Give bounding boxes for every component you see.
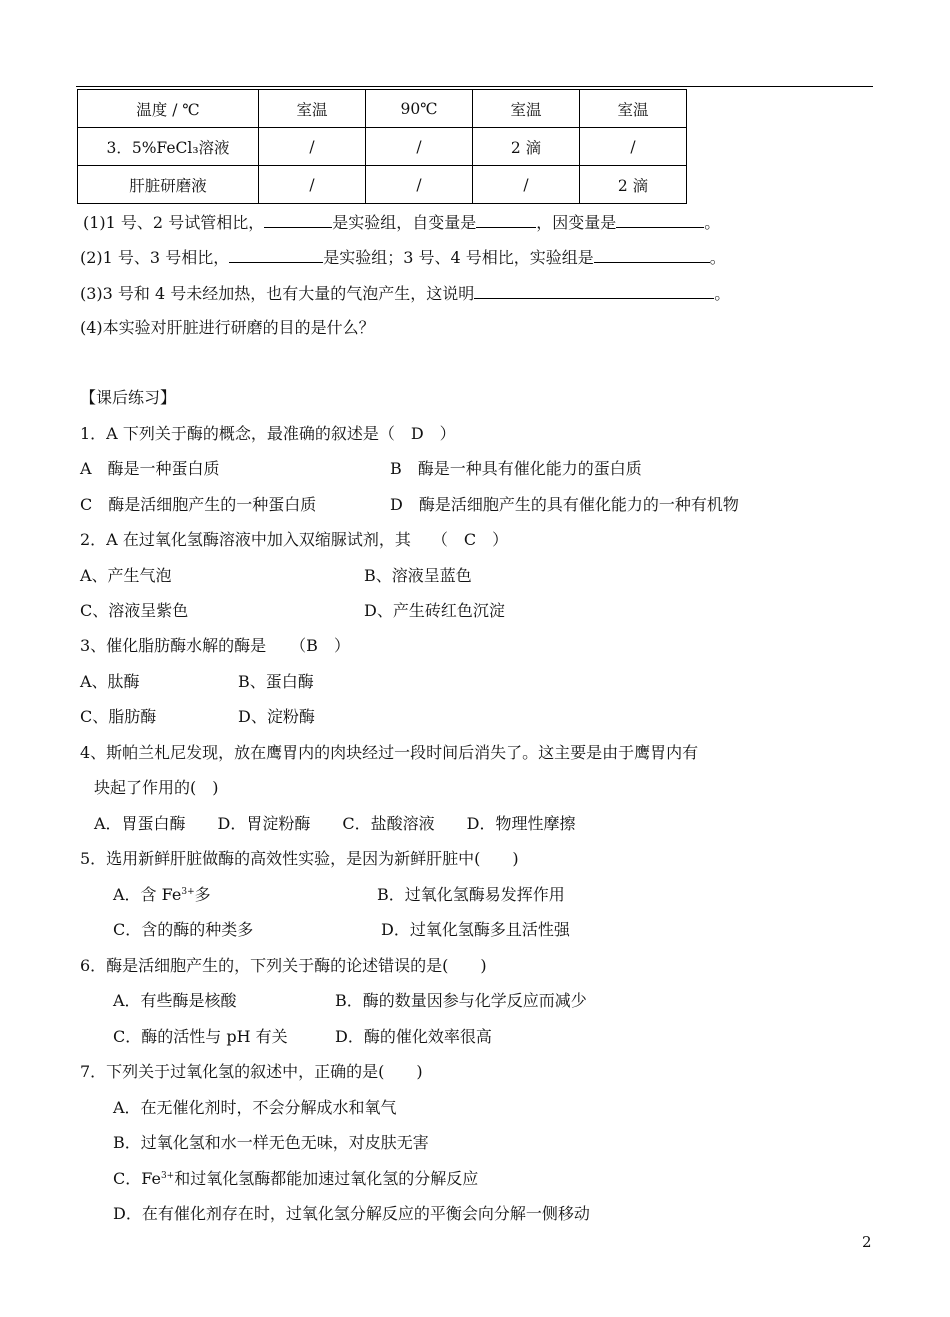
table-cell: 肝脏研磨液 xyxy=(78,166,259,204)
question-text: 。 xyxy=(714,284,731,303)
practice-6-option-b: B．酶的数量因参与化学反应而减少 xyxy=(335,991,587,1010)
practice-4-options: A．胃蛋白酶 D．胃淀粉酶 C．盐酸溶液 D．物理性摩擦 xyxy=(94,814,576,833)
table-row xyxy=(78,166,687,204)
question-text: ，因变量是 xyxy=(536,213,617,232)
option-text: A．含 Fe xyxy=(113,885,182,904)
table-cell: / xyxy=(580,128,687,166)
table-cell: 90℃ xyxy=(366,90,473,128)
practice-3-stem: 3、催化脂肪酶水解的酶是 （B ） xyxy=(80,636,350,655)
top-rule xyxy=(76,86,873,87)
practice-2-option-b: B、溶液呈蓝色 xyxy=(364,566,472,585)
answer-blank[interactable] xyxy=(616,211,704,228)
practice-7-stem: 7．下列关于过氧化氢的叙述中，正确的是( ) xyxy=(80,1062,423,1081)
question-3 xyxy=(80,282,730,305)
table-cell: 室温 xyxy=(580,90,687,128)
table-cell: 2 滴 xyxy=(580,166,687,204)
practice-1-option-a: A 酶是一种蛋白质 xyxy=(80,459,220,478)
table-row xyxy=(78,128,687,166)
question-text: (1)1 号、2 号试管相比， xyxy=(83,213,265,232)
table-cell: 室温 xyxy=(259,90,366,128)
practice-7-option-b: B．过氧化氢和水一样无色无味，对皮肤无害 xyxy=(113,1133,429,1152)
question-text: (2)1 号、3 号相比， xyxy=(80,248,230,267)
answer-blank[interactable] xyxy=(229,246,323,263)
practice-4-stem: 4、斯帕兰札尼发现，放在鹰胃内的肉块经过一段时间后消失了。这主要是由于鹰胃内有 xyxy=(80,743,699,762)
practice-7-option-d: D．在有催化剂存在时，过氧化氢分解反应的平衡会向分解一侧移动 xyxy=(113,1204,590,1223)
practice-1-stem: 1．A 下列关于酶的概念，最准确的叙述是（ D ） xyxy=(80,424,456,443)
table-cell: 室温 xyxy=(473,90,580,128)
superscript: 3+ xyxy=(160,1171,175,1181)
practice-6-option-d: D．酶的催化效率很高 xyxy=(335,1027,492,1046)
practice-2-option-c: C、溶液呈紫色 xyxy=(80,601,189,620)
option-text: 多 xyxy=(194,885,211,904)
table-cell: / xyxy=(259,128,366,166)
table-cell: 温度 / ℃ xyxy=(78,90,259,128)
practice-5-option-c: C．含的酶的种类多 xyxy=(113,920,254,939)
practice-7-option-c xyxy=(113,1168,478,1190)
practice-6-stem: 6．酶是活细胞产生的，下列关于酶的论述错误的是( ) xyxy=(80,956,487,975)
question-text: (3)3 号和 4 号未经加热，也有大量的气泡产生，这说明 xyxy=(80,284,475,303)
answer-blank[interactable] xyxy=(474,282,714,299)
table-cell: 3．5%FeCl₃溶液 xyxy=(78,128,259,166)
practice-3-option-c: C、脂肪酶 xyxy=(80,707,157,726)
answer-blank[interactable] xyxy=(476,211,536,228)
table-cell: / xyxy=(473,166,580,204)
question-text: 是实验组；3 号、4 号相比，实验组是 xyxy=(323,248,594,267)
practice-1-option-b: B 酶是一种具有催化能力的蛋白质 xyxy=(390,459,642,478)
section-heading: 【课后练习】 xyxy=(80,388,177,407)
page-number: 2 xyxy=(862,1233,872,1251)
question-4: (4)本实验对肝脏进行研磨的目的是什么？ xyxy=(80,318,375,337)
table-row xyxy=(78,90,687,128)
table-cell: 2 滴 xyxy=(473,128,580,166)
practice-3-option-b: B、蛋白酶 xyxy=(238,672,314,691)
practice-1-option-d: D 酶是活细胞产生的具有催化能力的一种有机物 xyxy=(390,495,739,514)
table-cell: / xyxy=(366,128,473,166)
practice-2-option-d: D、产生砖红色沉淀 xyxy=(364,601,505,620)
superscript: 3+ xyxy=(181,887,195,897)
practice-2-option-a: A、产生气泡 xyxy=(80,566,172,585)
practice-5-stem: 5．选用新鲜肝脏做酶的高效性实验，是因为新鲜肝脏中( ) xyxy=(80,849,519,868)
option-text: 和过氧化氢酶都能加速过氧化氢的分解反应 xyxy=(174,1169,479,1188)
practice-1-option-c: C 酶是活细胞产生的一种蛋白质 xyxy=(80,495,317,514)
question-text: 。 xyxy=(709,248,726,267)
practice-2-stem: 2．A 在过氧化氢酶溶液中加入双缩脲试剂，其 （ C ） xyxy=(80,530,509,549)
answer-blank[interactable] xyxy=(594,246,710,263)
practice-6-option-c: C．酶的活性与 pH 有关 xyxy=(113,1027,288,1046)
practice-5-option-d: D．过氧化氢酶多且活性强 xyxy=(381,920,570,939)
table-cell: / xyxy=(366,166,473,204)
practice-5-option-b: B．过氧化氢酶易发挥作用 xyxy=(377,885,565,904)
practice-4-stem-continued: 块起了作用的( ) xyxy=(94,778,219,797)
practice-5-option-a xyxy=(113,884,211,906)
practice-3-option-d: D、淀粉酶 xyxy=(238,707,315,726)
question-text: 。 xyxy=(704,213,721,232)
practice-3-option-a: A、肽酶 xyxy=(80,672,140,691)
experiment-table xyxy=(77,89,687,204)
question-2 xyxy=(80,246,726,269)
practice-6-option-a: A．有些酶是核酸 xyxy=(113,991,237,1010)
option-text: C．Fe xyxy=(113,1169,161,1188)
answer-blank[interactable] xyxy=(264,211,332,228)
practice-7-option-a: A．在无催化剂时，不会分解成水和氧气 xyxy=(113,1098,397,1117)
question-1 xyxy=(83,211,720,234)
table-cell: / xyxy=(259,166,366,204)
question-text: 是实验组，自变量是 xyxy=(332,213,477,232)
